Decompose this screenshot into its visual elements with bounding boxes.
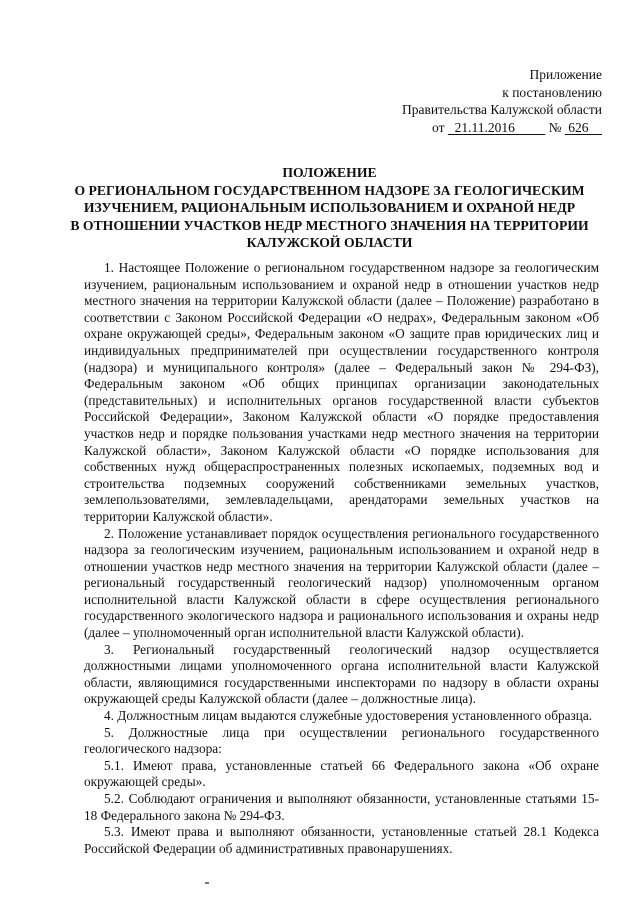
paragraph-1: 1. Настоящее Положение о региональном государственном надзоре за геологическим изучением, рациональным использованием и охраной недр в отношении участков недр местного значения на территории Калужской области (далее – Положение) разработано в соответствии с Законом Российской Федерации «О недрах», Федеральным законом «Об охране окружающей среды», Федеральным законом «О защите прав юридических лиц и индивидуальных предпринимателей при осуществлении государственного контроля (надзора) и муниципального контроля» (далее – Федеральный закон № 294-ФЗ), Федеральным законом «Об общих принципах организации законодательных (представительных) и исполнительных органов государственной власти субъектов Российской Федерации», Законом Калужской области «О порядке предоставления участков недр и порядке пользования участками недр местного значения на территории Калужской области», Законом Калужской области «О порядке использования для собственных нужд общераспространенных полезных ископаемых, подземных вод и строительства подземных сооружений собственниками земельных участков, землепользователями, землевладельцами, арендаторами земельных участков на территории Калужской области». [84,260,599,524]
paragraph-4: 4. Должностным лицам выдаются служебные удостоверения установленного образца. [104,708,593,724]
appendix-date: 21.11.2016 [454,119,515,135]
appendix-header [402,66,602,136]
document-title [52,164,607,252]
title-line-2: О РЕГИОНАЛЬНОМ ГОСУДАРСТВЕННОМ НАДЗОРЕ ЗА ГЕОЛОГИЧЕСКИМ [74,182,585,198]
document-body [84,260,599,857]
appendix-number: 626 [568,119,589,135]
appendix-line-3: Правительства Калужской области [401,102,602,117]
appendix-date-line [402,119,602,137]
appendix-from-label: от [432,119,445,135]
scan-mark [205,882,209,884]
paragraph-5-1: 5.1. Имеют права, установленные статьей 66 Федерального закона «Об охране окружающей среды». [84,757,599,790]
title-line-5: КАЛУЖСКОЙ ОБЛАСТИ [246,235,413,250]
appendix-number-label: № [548,119,562,135]
appendix-line-2: к постановлению [502,84,602,100]
paragraph-5: 5. Должностные лица при осуществлении регионального государственного геологического надзора: [84,724,599,757]
title-line-4: В ОТНОШЕНИИ УЧАСТКОВ НЕДР МЕСТНОГО ЗНАЧЕНИЯ НА ТЕРРИТОРИИ [70,217,589,233]
title-line-1: ПОЛОЖЕНИЕ [282,165,377,180]
appendix-line-1: Приложение [529,67,602,82]
paragraph-3: 3. Региональный государственный геологический надзор осуществляется должностными лицами уполномоченного органа исполнительной власти Калужской области, являющимися государственными инспекторами по надзору в области охраны окружающей среды Калужской области (далее – должностные лица). [84,641,599,707]
paragraph-5-3: 5.3. Имеют права и выполняют обязанности, установленные статьей 28.1 Кодекса Российской Федерации об административных правонарушениях. [84,824,599,856]
paragraph-2: 2. Положение устанавливает порядок осуществления регионального государственного надзора за геологическим изучением, рациональным использованием и охраной недр в отношении участков недр местного значения на территории Калужской области (далее – региональный государственный геологический надзор) уполномоченным органом исполнительной власти Калужской области в сфере осуществления регионального государственного экологического надзора и рационального использования и охраны недр (далее – уполномоченный орган исполнительной власти Калужской области). [84,525,599,641]
paragraph-5-2: 5.2. Соблюдают ограничения и выполняют обязанности, установленные статьями 15-18 Федерального закона № 294-ФЗ. [84,791,599,823]
title-line-3: ИЗУЧЕНИЕМ, РАЦИОНАЛЬНЫМ ИСПОЛЬЗОВАНИЕМ И ОХРАНОЙ НЕДР [83,200,576,215]
